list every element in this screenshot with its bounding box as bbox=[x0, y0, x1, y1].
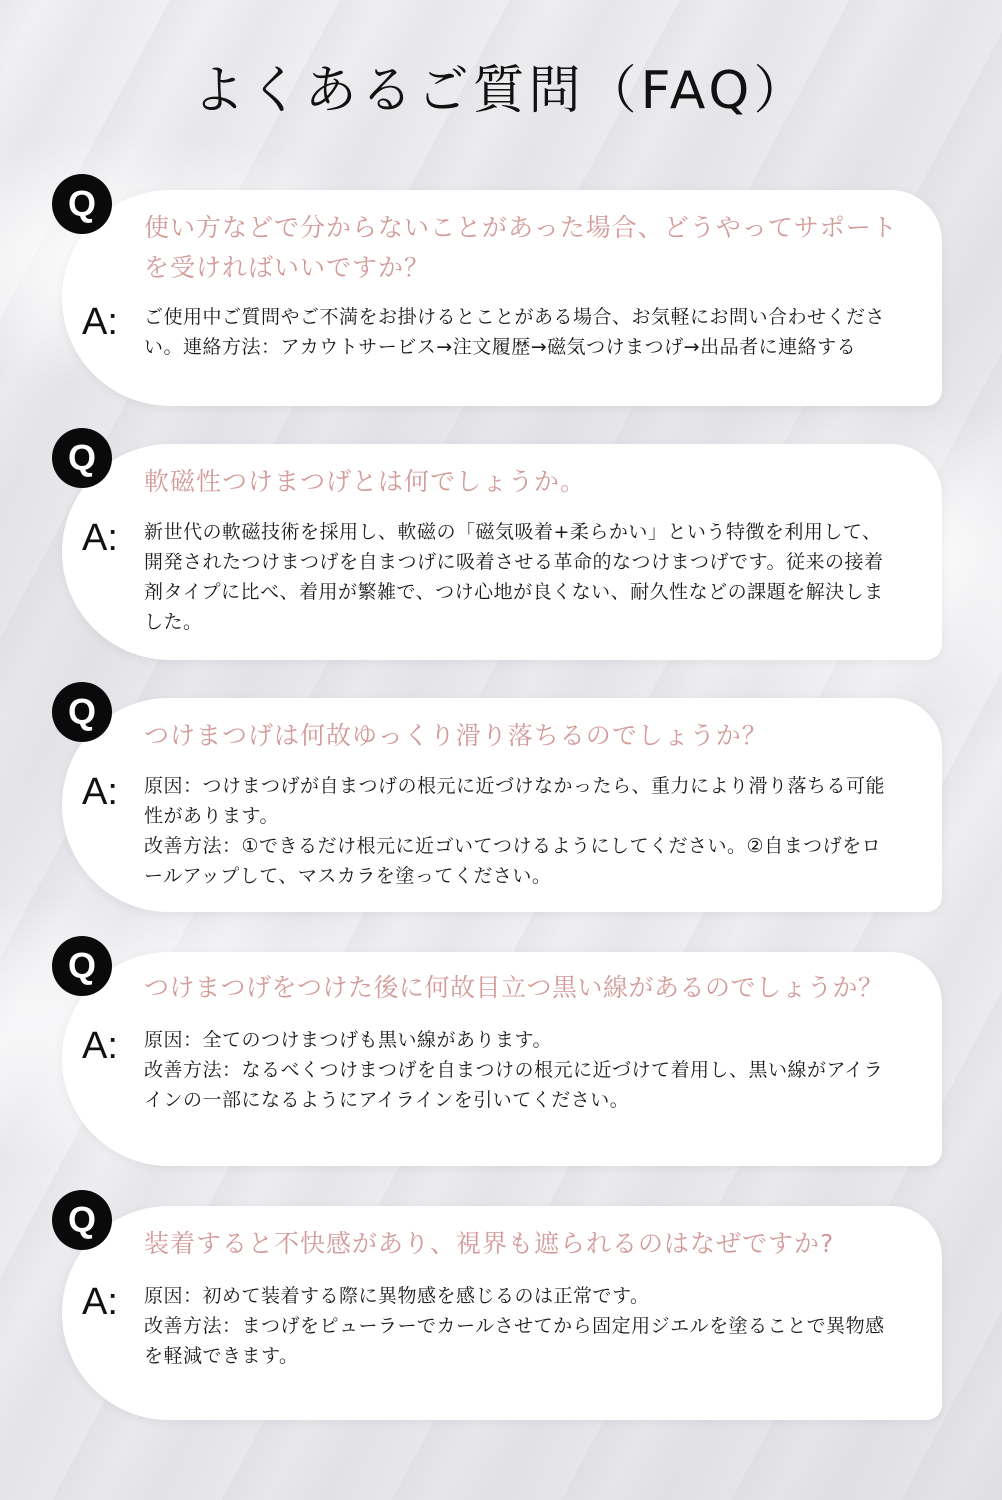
faq-answer bbox=[144, 1281, 890, 1371]
faq-question: 装着すると不快感があり、視界も遮られるのはなぜですか? bbox=[144, 1229, 835, 1258]
q-badge: Q bbox=[52, 682, 112, 742]
faq-card bbox=[62, 945, 942, 1166]
faq-card bbox=[62, 691, 942, 912]
faq-question: つけまつげは何故ゆっくり滑り落ちるのでしょうか？ bbox=[144, 721, 768, 750]
q-badge: Q bbox=[52, 428, 112, 488]
answer-line: 改善方法：①できるだけ根元に近ゴいてつけるようにしてください。②自まつげをロールアップして、マスカラを塗ってください。 bbox=[144, 835, 882, 887]
answer-line: 原因：初めて装着する際に異物感を感じるのは正常です。 bbox=[144, 1285, 650, 1307]
q-badge: Q bbox=[52, 174, 112, 234]
faq-question: 使い方などで分からないことがあった場合、どうやってサポートを受ければいいですか？ bbox=[144, 213, 898, 282]
faq-card bbox=[62, 1199, 942, 1420]
answer-line: 改善方法：まつげをピューラーでカールさせてから固定用ジエルを塗ることで異物感を軽減できます。 bbox=[144, 1315, 885, 1367]
faq-question: つけまつげをつけた後に何故目立つ黒い線があるのでしょうか？ bbox=[144, 973, 884, 1002]
answer-line: 改善方法：なるべくつけまつげを自まつけの根元に近づけて着用し、黒い線がアイラインの一部になるようにアイラインを引いてください。 bbox=[144, 1059, 884, 1111]
answer-line: ご使用中ご質問やご不満をお掛けるとことがある場合、お気軽にお問い合わせください。連絡方法：アカウトサービス→注文履歴→磁気つけまつげ→出品者に連絡する bbox=[144, 306, 886, 358]
faq-answer bbox=[144, 302, 890, 362]
faq-answer bbox=[144, 771, 890, 891]
faq-question: 軟磁性つけまつげとは何でしょうか。 bbox=[144, 467, 587, 496]
faq-card bbox=[62, 183, 942, 406]
q-badge: Q bbox=[52, 1190, 112, 1250]
a-label: A: bbox=[82, 301, 118, 343]
a-label: A: bbox=[82, 771, 118, 813]
a-label: A: bbox=[82, 1025, 118, 1067]
a-label: A: bbox=[82, 517, 118, 559]
a-label: A: bbox=[82, 1281, 118, 1323]
page-title: よくあるご質問（FAQ） bbox=[192, 61, 810, 121]
answer-line: 原因：全てのつけまつげも黒い線があります。 bbox=[144, 1029, 552, 1051]
faq-answer bbox=[144, 517, 890, 637]
answer-line: 新世代の軟磁技術を採用し、軟磁の「磁気吸着+柔らかい」という特徴を利用して、開発されたつけまつげを自まつげに吸着させる革命的なつけまつげです。従来の接着剤タイプに比べ、着用が繁雑で、つけ心地が良くない、耐久性などの課題を解決しました。 bbox=[144, 521, 884, 633]
q-badge: Q bbox=[52, 936, 112, 996]
faq-card bbox=[62, 437, 942, 660]
faq-answer bbox=[144, 1025, 890, 1115]
answer-line: 原因：つけまつげが自まつげの根元に近づけなかったら、重力により滑り落ちる可能性があります。 bbox=[144, 775, 886, 827]
